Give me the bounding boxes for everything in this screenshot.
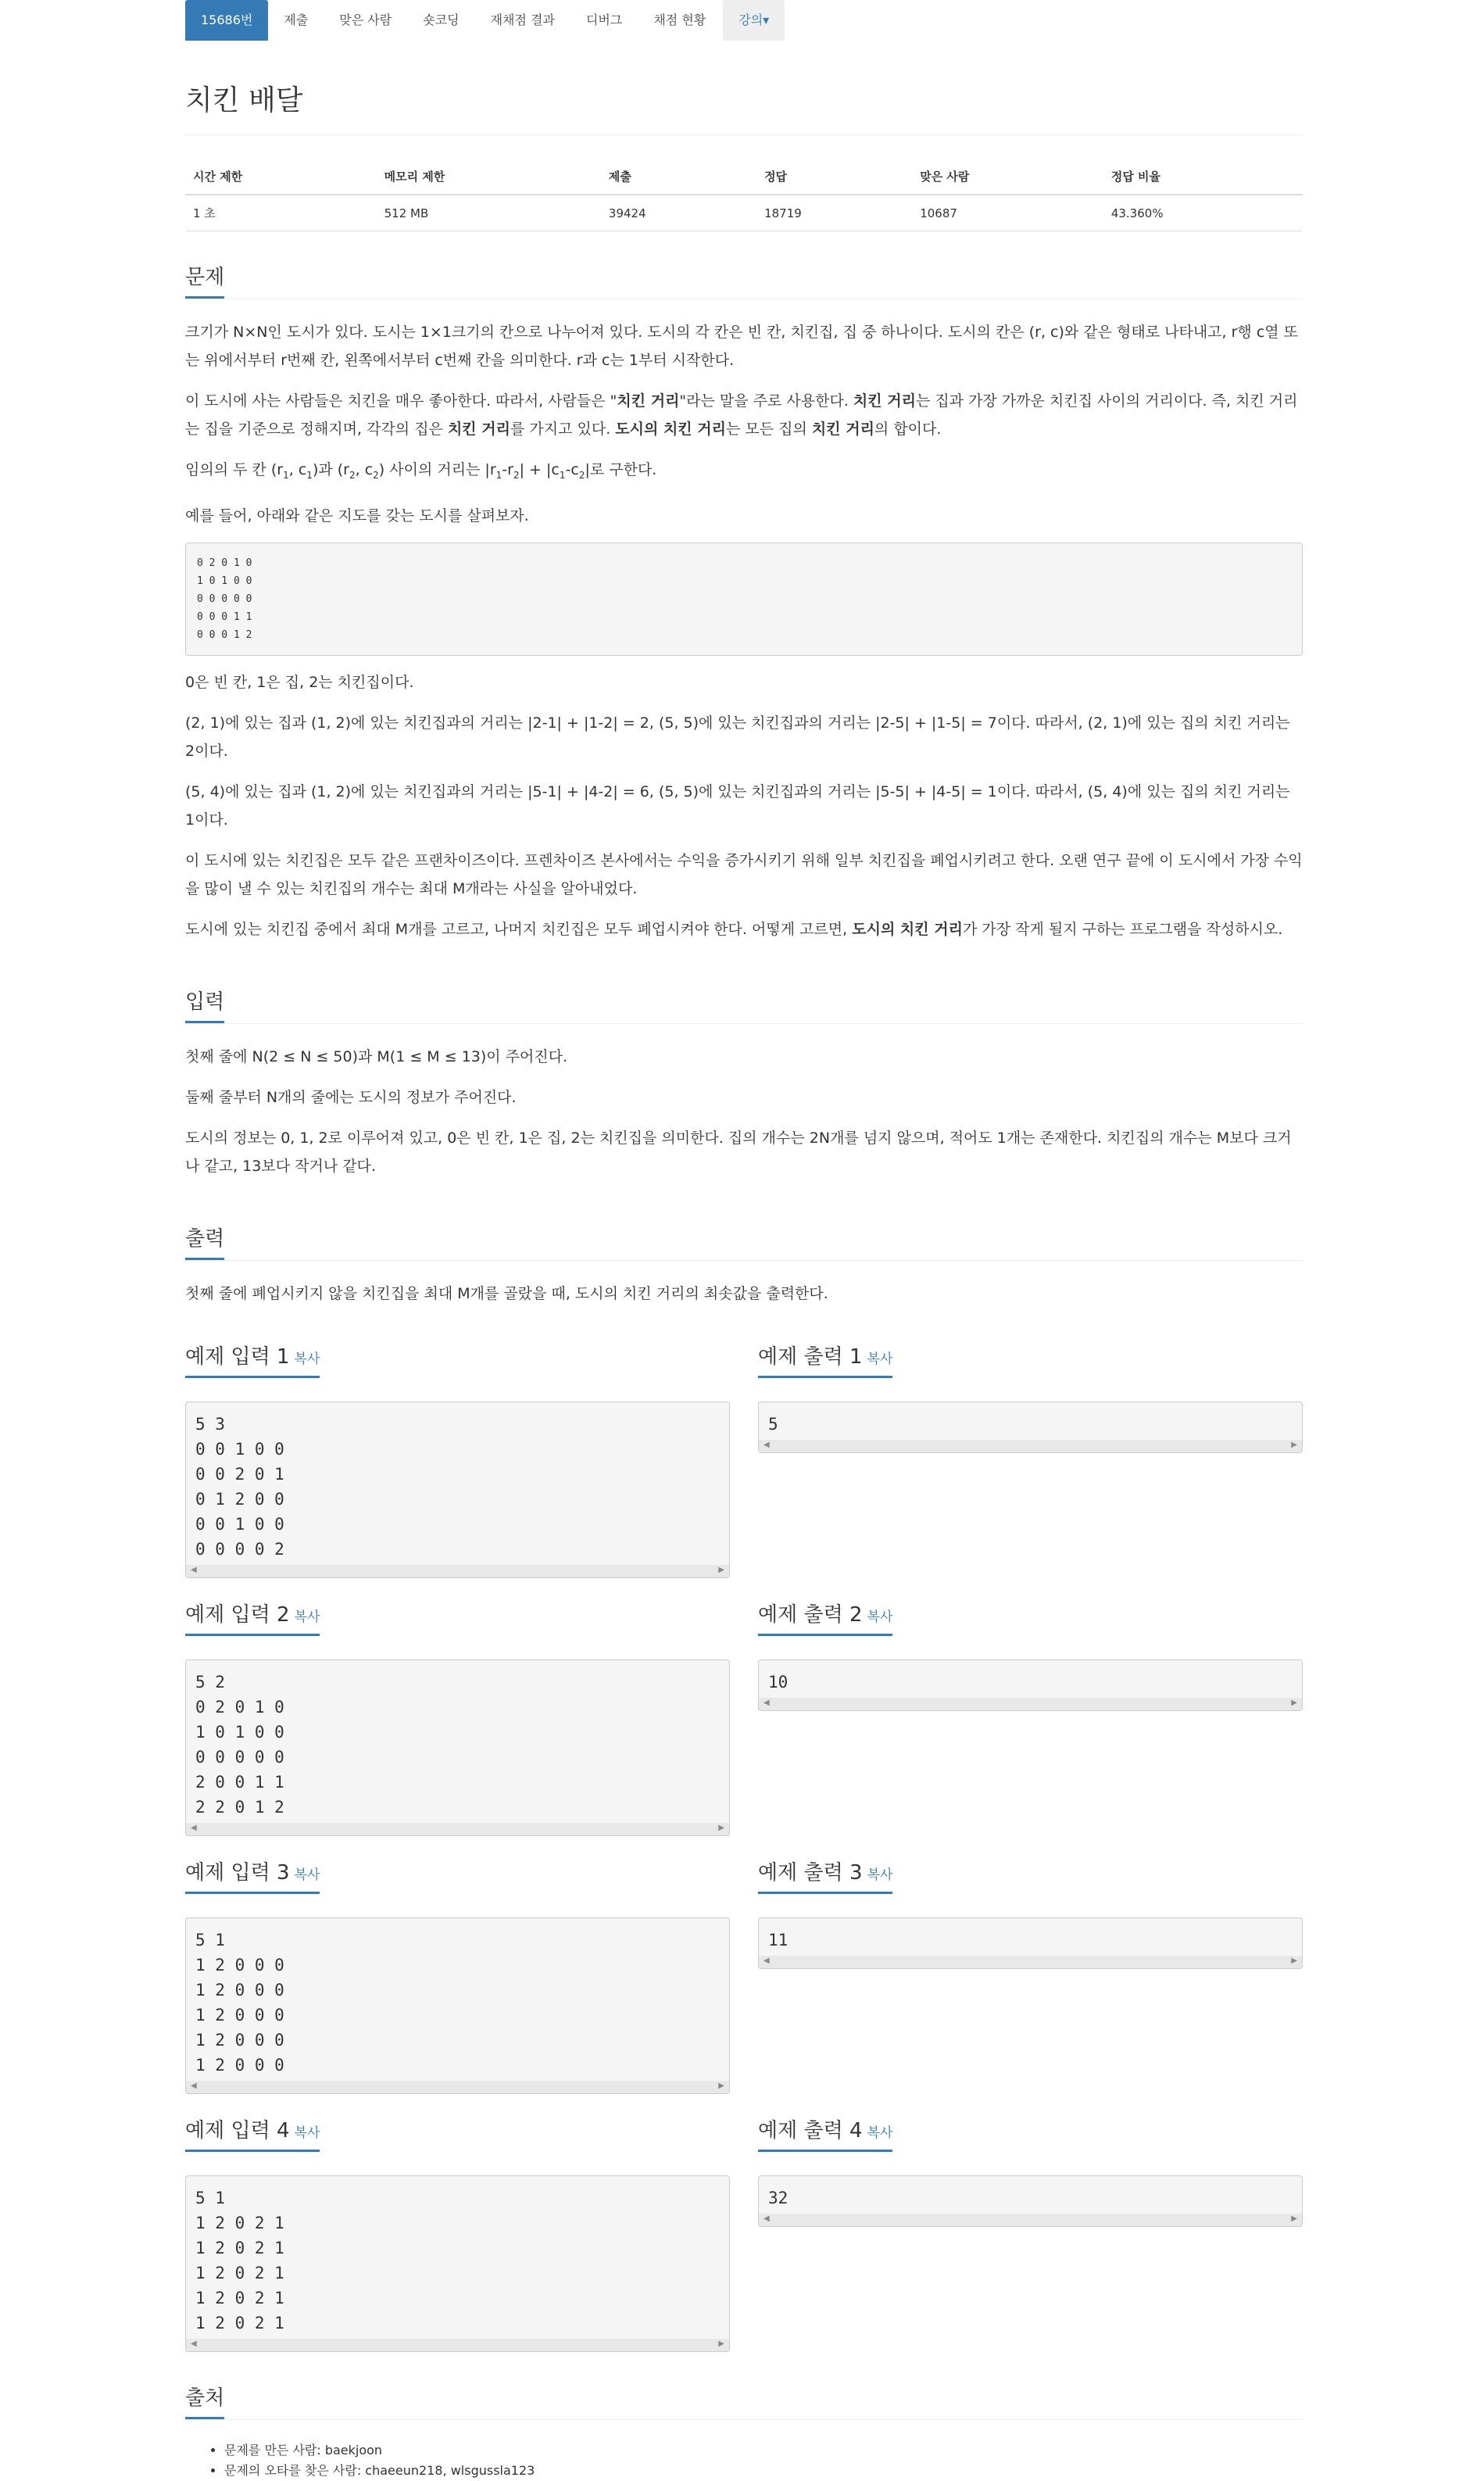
sample-output-text: 5 — [768, 1414, 778, 1434]
sample-output-text: 32 — [768, 2188, 788, 2207]
tab-rejudge[interactable]: 재채점 결과 — [490, 13, 555, 27]
horizontal-scrollbar[interactable] — [759, 1440, 1302, 1452]
problem-paragraph: 이 도시에 있는 치킨집은 모두 같은 프랜차이즈이다. 프렌차이즈 본사에서는 수익을 증가시키기 위해 일부 치킨집을 폐업시키려고 한다. 오랜 연구 끝에 이 도시에서 가장 수익을 많이 낼 수 있는 치킨집의 개수는 최대 M개라는 사실을 알아내었다. — [185, 851, 1303, 897]
section-title-problem: 문제 — [185, 261, 224, 299]
tab-solved-users[interactable]: 맞은 사람 — [339, 13, 392, 27]
info-header: 시간 제한 — [185, 159, 377, 195]
sample-output-title: 예제 출력 3 복사 — [758, 1856, 892, 1894]
sample-input-title: 예제 입력 1 복사 — [185, 1341, 320, 1378]
horizontal-scrollbar[interactable] — [186, 1823, 729, 1835]
horizontal-scrollbar[interactable] — [759, 2214, 1302, 2226]
info-header: 메모리 제한 — [377, 159, 601, 195]
sample-output-box[interactable] — [758, 1402, 1303, 1453]
sample-input-box[interactable] — [185, 1659, 730, 1836]
scroll-right-icon[interactable]: ▶ — [718, 1823, 724, 1832]
scroll-left-icon[interactable]: ◀ — [191, 1565, 197, 1574]
page-title: 치킨 배달 — [185, 78, 1303, 135]
output-description — [185, 1280, 1303, 1308]
copy-button[interactable]: 복사 — [867, 2125, 893, 2141]
sample-input-box[interactable] — [185, 1402, 730, 1578]
scroll-right-icon[interactable]: ▶ — [1291, 1956, 1297, 1965]
sample-output-1 — [758, 1320, 1303, 1578]
info-header: 정답 비율 — [1103, 159, 1303, 195]
sample-output-3 — [758, 1836, 1303, 2094]
problem-paragraph: (5, 4)에 있는 집과 (1, 2)에 있는 치킨집과의 거리는 |5-1| + |4-2| = 6, (5, 5)에 있는 치킨집과의 거리는 |5-5| + |4-5| = 1이다. 따라서, (5, 4)에 있는 집의 치킨 거리는 1이다. — [185, 782, 1290, 829]
sample-input-3 — [185, 1836, 730, 2094]
tab-lecture-label: 강의 — [738, 13, 763, 27]
sample-input-text: 5 3 0 0 1 0 0 0 0 2 0 1 0 1 2 0 0 0 0 1 0 0 0 0 0 0 2 — [195, 1414, 284, 1559]
horizontal-scrollbar[interactable] — [759, 1956, 1302, 1968]
example-map: 0 2 0 1 0 1 0 1 0 0 0 0 0 0 0 0 0 0 1 1 0 0 0 1 2 — [185, 542, 1303, 656]
copy-button[interactable]: 복사 — [867, 1609, 893, 1625]
source-list — [185, 2440, 1303, 2481]
section-title-output: 출력 — [185, 1223, 224, 1260]
info-header: 정답 — [756, 159, 912, 195]
scroll-left-icon[interactable]: ◀ — [191, 2081, 197, 2090]
sample-input-box[interactable] — [185, 2175, 730, 2352]
tab-lecture-dropdown[interactable] — [723, 0, 785, 41]
source-item: • 문제의 오타를 찾은 사람: chaeeun218, wlsgussla123 — [224, 2461, 1303, 2481]
source-item: • 문제를 만든 사람: baekjoon — [224, 2440, 1303, 2461]
sample-input-title: 예제 입력 4 복사 — [185, 2114, 320, 2152]
sample-input-4 — [185, 2094, 730, 2352]
input-paragraph: 첫째 줄에 N(2 ≤ N ≤ 50)과 M(1 ≤ M ≤ 13)이 주어진다. — [185, 1047, 568, 1065]
tab-submit[interactable]: 제출 — [284, 13, 309, 27]
accept-ratio: 43.360% — [1103, 195, 1303, 231]
page-container — [185, 0, 1303, 2481]
scroll-right-icon[interactable]: ▶ — [1291, 2214, 1297, 2223]
scroll-right-icon[interactable]: ▶ — [1291, 1440, 1297, 1449]
tab-problem-number[interactable]: 15686번 — [185, 0, 268, 41]
copy-button[interactable]: 복사 — [294, 1867, 320, 1883]
chevron-down-icon: ▾ — [763, 13, 770, 27]
memory-limit: 512 MB — [377, 195, 601, 231]
section-title-input: 입력 — [185, 986, 224, 1023]
input-description — [185, 1043, 1303, 1180]
tab-status[interactable]: 채점 현황 — [653, 13, 706, 27]
sample-output-2 — [758, 1578, 1303, 1836]
problem-paragraph: 임의의 두 칸 ($r_1$, $c_1$)과 ($r_2$, $c_2$) 사이의 거리는 $|r_1-r_2| + |c_1-c_2|$로 구한다. — [185, 461, 657, 481]
sample-output-title: 예제 출력 2 복사 — [758, 1599, 892, 1636]
scroll-right-icon[interactable]: ▶ — [718, 2081, 724, 2090]
copy-button[interactable]: 복사 — [294, 1609, 320, 1625]
copy-button[interactable]: 복사 — [294, 1351, 320, 1367]
sample-output-box[interactable] — [758, 1917, 1303, 1969]
info-header: 맞은 사람 — [912, 159, 1103, 195]
problem-description — [185, 318, 1303, 943]
solved-users-count: 10687 — [912, 195, 1103, 231]
submissions-count: 39424 — [601, 195, 756, 231]
copy-button[interactable]: 복사 — [867, 1351, 893, 1367]
problem-paragraph: 크기가 N×N인 도시가 있다. 도시는 1×1크기의 칸으로 나누어져 있다. 도시의 각 칸은 빈 칸, 치킨집, 집 중 하나이다. 도시의 칸은 (r, c)와 같은 형태로 나타내고, r행 c열 또는 위에서부터 r번째 칸, 왼쪽에서부터 c번째 칸을 의미한다. r과 c는 1부터 시작한다. — [185, 324, 1299, 369]
problem-paragraph: 예를 들어, 아래와 같은 지도를 갖는 도시를 살펴보자. — [185, 507, 529, 524]
sample-input-text: 5 1 1 2 0 0 0 1 2 0 0 0 1 2 0 0 0 1 2 0 0 0 1 2 0 0 0 — [195, 1930, 284, 2075]
problem-paragraph: 0은 빈 칸, 1은 집, 2는 치킨집이다. — [185, 673, 414, 691]
sample-output-title: 예제 출력 4 복사 — [758, 2114, 892, 2152]
tab-debug[interactable]: 디버그 — [585, 13, 623, 27]
sample-input-title: 예제 입력 3 복사 — [185, 1856, 320, 1894]
input-paragraph: 둘째 줄부터 N개의 줄에는 도시의 정보가 주어진다. — [185, 1088, 517, 1106]
horizontal-scrollbar[interactable] — [759, 1698, 1302, 1710]
problem-tabs — [185, 0, 1303, 41]
sample-output-box[interactable] — [758, 1659, 1303, 1711]
scroll-right-icon[interactable]: ▶ — [718, 1565, 724, 1574]
scroll-left-icon[interactable]: ◀ — [191, 1823, 197, 1832]
problem-paragraph: 이 도시에 사는 사람들은 치킨을 매우 좋아한다. 따라서, 사람들은 "치킨 거리"라는 말을 주로 사용한다. 치킨 거리는 집과 가장 가까운 치킨집 사이의 거리이다. 즉, 치킨 거리는 집을 기준으로 정해지며, 각각의 집은 치킨 거리를 가지고 있다. 도시의 치킨 거리는 모든 집의 치킨 거리의 합이다. — [185, 392, 1298, 438]
scroll-left-icon[interactable]: ◀ — [763, 1440, 770, 1449]
sample-input-2 — [185, 1578, 730, 1836]
info-header: 제출 — [601, 159, 756, 195]
horizontal-scrollbar[interactable] — [186, 1565, 729, 1577]
horizontal-scrollbar[interactable] — [186, 2339, 729, 2351]
sample-output-4 — [758, 2094, 1303, 2352]
section-title-source: 출처 — [185, 2382, 224, 2419]
sample-output-box[interactable] — [758, 2175, 1303, 2227]
sample-output-text: 10 — [768, 1672, 788, 1692]
output-paragraph: 첫째 줄에 폐업시키지 않을 치킨집을 최대 M개를 골랐을 때, 도시의 치킨 거리의 최솟값을 출력한다. — [185, 1284, 828, 1302]
samples-grid — [185, 1320, 1303, 2352]
sample-input-box[interactable] — [185, 1917, 730, 2094]
accepted-count: 18719 — [756, 195, 912, 231]
scroll-left-icon[interactable]: ◀ — [763, 1698, 770, 1707]
sample-output-title: 예제 출력 1 복사 — [758, 1341, 892, 1378]
problem-paragraph: (2, 1)에 있는 집과 (1, 2)에 있는 치킨집과의 거리는 |2-1| + |1-2| = 2, (5, 5)에 있는 치킨집과의 거리는 |2-5| + |1-5| = 7이다. 따라서, (2, 1)에 있는 집의 치킨 거리는 2이다. — [185, 714, 1290, 760]
problem-paragraph: 도시에 있는 치킨집 중에서 최대 M개를 고르고, 나머지 치킨집은 모두 폐업시켜야 한다. 어떻게 고르면, 도시의 치킨 거리가 가장 작게 될지 구하는 프로그램을 작성하시오. — [185, 920, 1283, 938]
sample-input-title: 예제 입력 2 복사 — [185, 1599, 320, 1636]
scroll-left-icon[interactable]: ◀ — [763, 1956, 770, 1965]
sample-input-text: 5 2 0 2 0 1 0 1 0 1 0 0 0 0 0 0 0 2 0 0 1 1 2 2 0 1 2 — [195, 1672, 284, 1817]
sample-output-text: 11 — [768, 1930, 788, 1949]
problem-info-table — [185, 159, 1303, 231]
copy-button[interactable]: 복사 — [294, 2125, 320, 2141]
scroll-right-icon[interactable]: ▶ — [718, 2339, 724, 2348]
sample-input-1 — [185, 1320, 730, 1578]
scroll-left-icon[interactable]: ◀ — [763, 2214, 770, 2223]
scroll-left-icon[interactable]: ◀ — [191, 2339, 197, 2348]
scroll-right-icon[interactable]: ▶ — [1291, 1698, 1297, 1707]
input-paragraph: 도시의 정보는 0, 1, 2로 이루어져 있고, 0은 빈 칸, 1은 집, 2는 치킨집을 의미한다. 집의 개수는 2N개를 넘지 않으며, 적어도 1개는 존재한다. 치킨집의 개수는 M보다 크거나 같고, 13보다 작거나 같다. — [185, 1129, 1292, 1175]
tab-short-coding[interactable]: 숏코딩 — [423, 13, 460, 27]
horizontal-scrollbar[interactable] — [186, 2081, 729, 2093]
time-limit: 1 초 — [185, 195, 377, 231]
copy-button[interactable]: 복사 — [867, 1867, 893, 1883]
sample-input-text: 5 1 1 2 0 2 1 1 2 0 2 1 1 2 0 2 1 1 2 0 2 1 1 2 0 2 1 — [195, 2188, 284, 2332]
